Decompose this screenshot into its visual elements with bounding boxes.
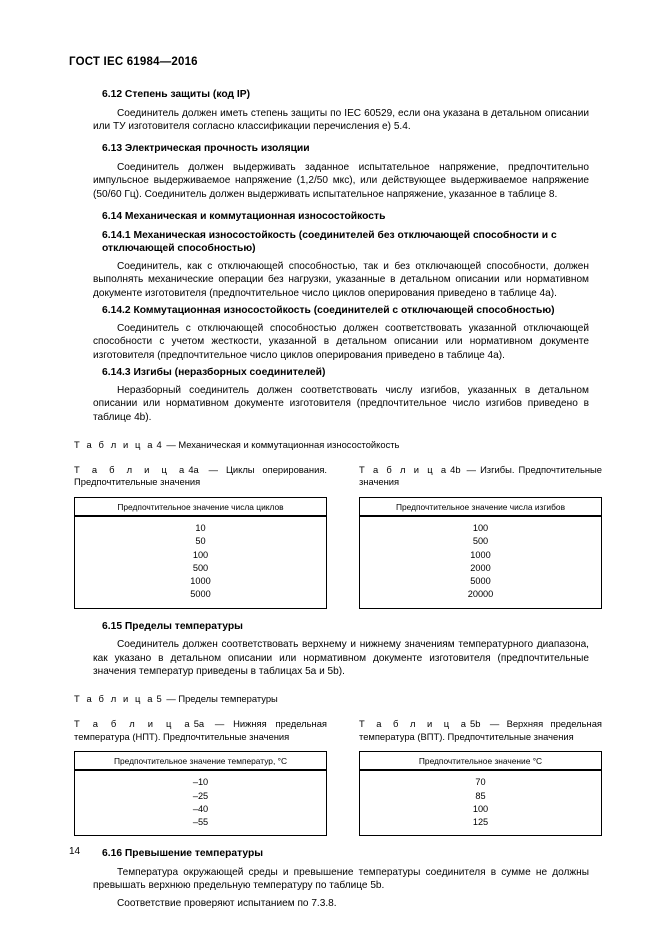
column-header: Предпочтительное значение числа циклов (75, 498, 327, 517)
caption-title: Нижняя предельная температура (НПТ). Предпочтительные значения (74, 718, 327, 742)
table-row (360, 790, 602, 803)
table-cell: 100 (472, 523, 489, 534)
caption-dash: — (214, 718, 225, 730)
table-header-row (75, 498, 327, 517)
caption-title: Механическая и коммутационная износостойкость (178, 438, 400, 450)
table-row (360, 816, 602, 836)
table-cell: 10 (195, 523, 206, 534)
clause-heading-6-12: 6.12 Степень защиты (код IP) (102, 89, 251, 100)
caption-row-4a-4b (74, 464, 602, 495)
table-row (360, 549, 602, 562)
caption-number: 5b (470, 718, 481, 730)
table-5b (359, 751, 602, 836)
table-row (75, 535, 327, 548)
table-4b (359, 497, 602, 609)
caption-dash: — (466, 463, 477, 475)
column-header: Предпочтительное значение температур, °С (75, 752, 327, 771)
table-header-row (75, 752, 327, 771)
table-cell: 50 (195, 536, 206, 547)
caption-table-4a (74, 464, 327, 489)
caption-cell-5a (74, 718, 327, 749)
table-row (360, 575, 602, 588)
caption-number: 4b (450, 463, 461, 475)
table-row (360, 562, 602, 575)
clause-body-6-12: Соединитель должен иметь степень защиты по IEC 60529, если она указана в детальном описании или ТУ изготовителя согласно классификации перечисления е) 5.4. (93, 107, 589, 132)
caption-table-4b (359, 464, 602, 489)
caption-number: 4 (156, 438, 162, 450)
table-cell: –55 (192, 817, 209, 828)
caption-label: Т а б л и ц а (74, 693, 155, 705)
caption-cell-4a (74, 464, 327, 495)
clause-body-6-15: Соединитель должен соответствовать верхнему и нижнему значениям температурного диапазона, как указано в детальном описании или нормативном документе изготовителя (предпочтительные значения температур приведены в таблицах 5а и 5b). (93, 639, 589, 677)
table-cell-4a (74, 497, 327, 609)
caption-title: Циклы оперирования. Предпочтительные значения (74, 463, 327, 488)
caption-label: Т а б л и ц а (74, 438, 155, 450)
table-cell: 100 (192, 549, 209, 560)
table-cell: 20000 (467, 589, 494, 600)
caption-label: Т а б л и ц а (359, 463, 449, 475)
caption-title: Изгибы. Предпочтительные значения (359, 463, 603, 488)
clause-body-6-14-2: Соединитель с отключающей способностью должен соответствовать указанной отключающей способности с учетом жесткости, указанной в детальном описании или нормативном документе изготовителя (предпочтительное число циклов оперирования приведено в таблице 4а). (93, 322, 589, 361)
caption-table-5 (74, 693, 589, 706)
column-header: Предпочтительное значение числа изгибов (360, 498, 602, 517)
table-cell: 5000 (470, 576, 491, 587)
caption-number: 4a (188, 463, 199, 475)
table-cell: 5000 (190, 589, 211, 600)
caption-number: 5 (156, 693, 162, 705)
table-cell: 500 (472, 536, 489, 547)
caption-table-4 (74, 439, 589, 452)
clause-heading-6-14-1: 6.14.1 Механическая износостойкость (соединителей без отключающей способности и с отключающей способностью) (102, 229, 557, 255)
clause-heading-6-14-3: 6.14.3 Изгибы (неразборных соединителей) (102, 367, 326, 379)
caption-title: Пределы температуры (178, 693, 278, 705)
table-row (75, 575, 327, 588)
table-4a-body (75, 517, 327, 609)
table-row (75, 588, 327, 608)
caption-dash: — (208, 463, 219, 475)
caption-dash: — (166, 693, 176, 705)
table-row (75, 517, 327, 536)
table-cell: 1000 (190, 576, 211, 587)
clause-body-6-13: Соединитель должен выдерживать заданное испытательное напряжение, предпочтительно импульсное выдерживаемое напряжение (1,2/50 мкс), или действующее выдерживаемое напряжение (50/60 Гц). Соединитель должен выдерживать испытательное напряжение, указанное в таблице 8. (93, 162, 589, 200)
caption-table-5a (74, 718, 327, 743)
table-row (75, 549, 327, 562)
table-cell: 1000 (470, 549, 491, 560)
table-row-4a-4b (74, 497, 602, 609)
caption-label: Т а б л и ц а (359, 718, 469, 730)
table-row (360, 771, 602, 790)
clause-heading-6-15: 6.15 Пределы температуры (102, 620, 243, 632)
caption-cell-4b (359, 464, 602, 495)
table-row-5a-5b (74, 751, 602, 836)
clause-heading-6-14-2: 6.14.2 Коммутационная износостойкость (соединителей с отключающей способностью) (102, 305, 555, 317)
table-row (360, 517, 602, 536)
clause-body-6-14-3: Неразборный соединитель должен соответствовать числу изгибов, указанных в детальном описании или нормативном документе изготовителя (предпочтительное число изгибов приведено в таблице 4b). (93, 384, 589, 423)
clause-heading-6-14: 6.14 Механическая и коммутационная износостойкость (102, 211, 386, 223)
clause-body-6-14-1: Соединитель, как с отключающей способностью, так и без отключающей способности, должен выполнять механические операции без нагрузки, указанные в детальном описании или нормативном документе изготовителя (предпочтительное число циклов оперирования приведено в таблице 4а). (93, 261, 589, 299)
caption-cell-5b (359, 718, 602, 749)
caption-label: Т а б л и ц а (74, 718, 192, 730)
table-5b-body (360, 771, 602, 836)
table-4a (74, 497, 327, 609)
running-head: ГОСТ IEC 61984—2016 (69, 56, 198, 68)
table-row (360, 535, 602, 548)
table-row (75, 562, 327, 575)
column-header: Предпочтительное значение °С (360, 752, 602, 771)
caption-number: 5a (193, 718, 205, 730)
table-cell: 500 (192, 562, 209, 573)
table-5a (74, 751, 327, 836)
page-number: 14 (69, 846, 81, 857)
clause-heading-6-16: 6.16 Превышение температуры (102, 848, 264, 860)
clause-body-6-16-b: Соответствие проверяют испытанием по 7.3.8. (117, 897, 337, 909)
table-row (75, 803, 327, 816)
table-row (360, 803, 602, 816)
caption-table-5b (359, 718, 602, 743)
table-cell: 100 (472, 803, 489, 814)
page-content (74, 88, 603, 919)
table-cell: –25 (192, 790, 209, 801)
table-cell-5a (74, 751, 327, 836)
table-cell: –40 (192, 803, 209, 814)
spacer (93, 836, 589, 847)
caption-row-5a-5b (74, 718, 602, 749)
table-5a-body (75, 771, 327, 836)
caption-label: Т а б л и ц а (74, 463, 187, 475)
table-row (75, 771, 327, 790)
table-header-row (360, 498, 602, 517)
table-cell: 85 (475, 790, 486, 801)
table-header-row (360, 752, 602, 771)
clause-body-6-16-a: Температура окружающей среды и превышение температуры соединителя в сумме не должны превышать верхнюю предельную температуру по таблице 5b. (93, 867, 589, 892)
caption-dash: — (166, 438, 176, 450)
caption-dash: — (489, 718, 500, 730)
table-row (75, 816, 327, 836)
table-cell-4b (359, 497, 602, 609)
clause-heading-6-13: 6.13 Электрическая прочность изоляции (102, 143, 310, 155)
table-row (75, 790, 327, 803)
table-cell: –10 (192, 777, 209, 788)
table-row (360, 588, 602, 608)
table-cell: 125 (472, 817, 489, 828)
caption-title: Верхняя предельная температура (ВПТ). Предпочтительные значения (359, 718, 603, 742)
table-4b-body (360, 517, 602, 609)
table-cell-5b (359, 751, 602, 836)
spacer (93, 609, 589, 620)
table-cell: 2000 (470, 562, 491, 573)
table-cell: 70 (475, 777, 486, 788)
